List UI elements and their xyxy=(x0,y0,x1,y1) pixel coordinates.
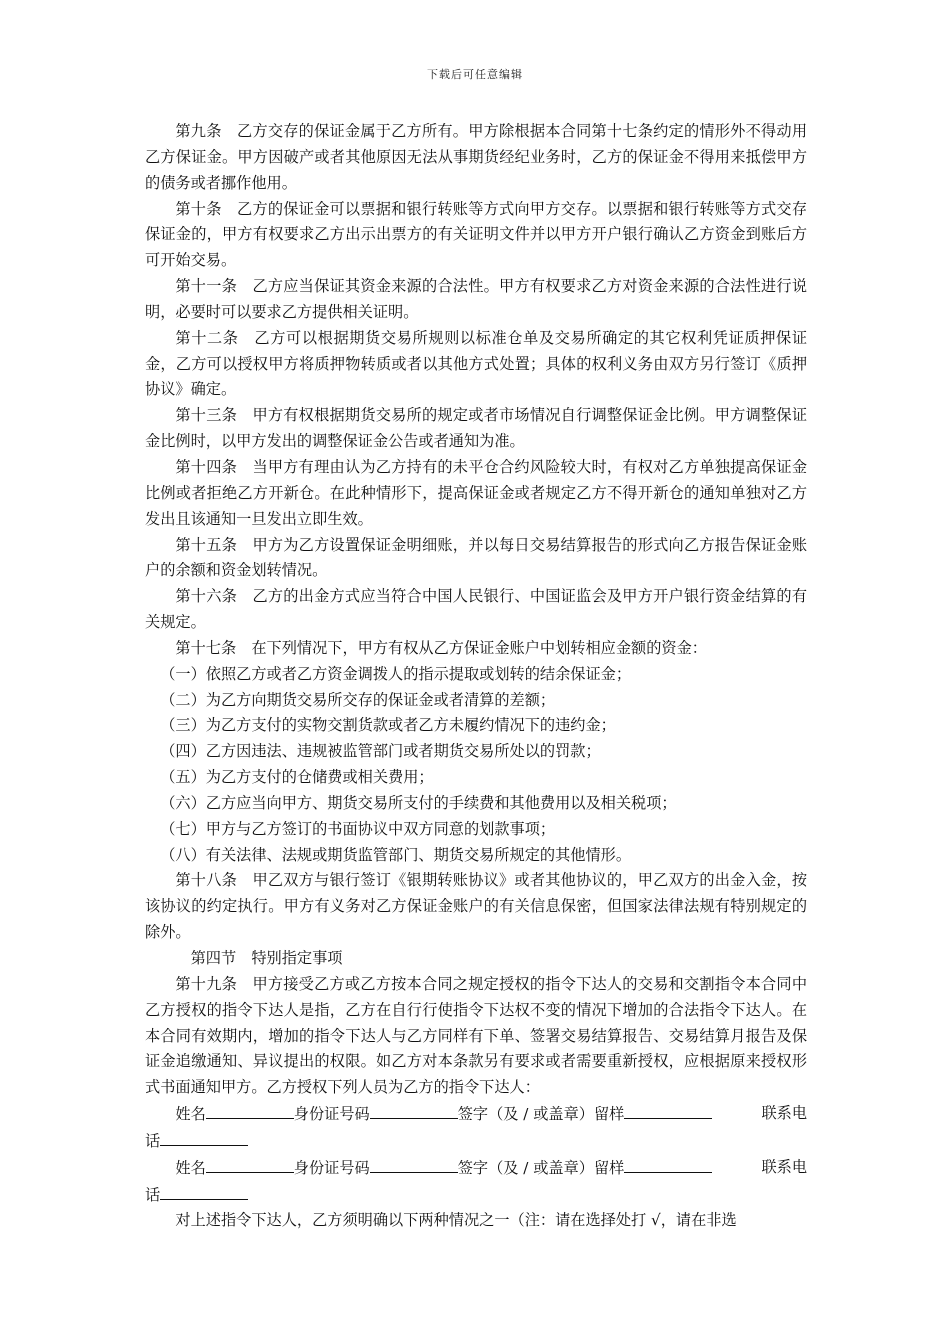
closing-paragraph: 对上述指令下达人，乙方须明确以下两种情况之一（注：请在选择处打 √，请在非选 xyxy=(175,1211,737,1230)
name-blank[interactable] xyxy=(206,1155,294,1173)
list-item: （八）有关法律、法规或期货监管部门、期货交易所规定的其他情形。 xyxy=(160,845,631,864)
list-item: （六）乙方应当向甲方、期货交易所支付的手续费和其他费用以及相关税项； xyxy=(160,793,677,812)
signature-label: 签字（及 / 或盖章）留样 xyxy=(457,1105,625,1124)
article-10: 第十条 乙方的保证金可以票据和银行转账等方式向甲方交存。以票据和银行转账等方式交存保证金的，甲方有权要求乙方出示出票方的有关证明文件并以甲方开户银行确认乙方资金到账后方可开始交易。 xyxy=(145,199,807,270)
id-label: 身份证号码 xyxy=(293,1158,370,1177)
authorized-person-row-2-cont xyxy=(145,1182,807,1209)
name-label: 姓名 xyxy=(175,1158,206,1177)
name-blank[interactable] xyxy=(206,1101,294,1119)
list-item: （七）甲方与乙方签订的书面协议中双方同意的划款事项； xyxy=(160,819,556,838)
article-15: 第十五条 甲方为乙方设置保证金明细账，并以每日交易结算报告的形式向乙方报告保证金账户的余额和资金划转情况。 xyxy=(145,535,807,580)
authorized-person-row-1-cont xyxy=(145,1128,807,1155)
authorized-person-row-1 xyxy=(145,1101,807,1128)
phone-label: 联系电 xyxy=(761,1157,807,1176)
phone-blank[interactable] xyxy=(160,1182,248,1200)
article-11: 第十一条 乙方应当保证其资金来源的合法性。甲方有权要求乙方对资金来源的合法性进行说明，必要时可以要求乙方提供相关证明。 xyxy=(145,277,807,321)
signature-blank[interactable] xyxy=(624,1155,712,1173)
list-item: （三）为乙方支付的实物交割货款或者乙方未履约情况下的违约金； xyxy=(160,716,616,735)
phone-label-cont: 话 xyxy=(145,1131,161,1150)
article-16: 第十六条 乙方的出金方式应当符合中国人民银行、中国证监会及甲方开户银行资金结算的有关规定。 xyxy=(145,587,807,632)
article-12: 第十二条 乙方可以根据期货交易所规则以标准仓单及交易所确定的其它权利凭证质押保证金，乙方可以授权甲方将质押物转质或者以其他方式处置；具体的权利义务由双方另行签订《质押协议》确定。 xyxy=(145,328,807,399)
phone-label-cont: 话 xyxy=(145,1185,161,1204)
article-17: 第十七条 在下列情况下，甲方有权从乙方保证金账户中划转相应金额的资金： xyxy=(175,638,707,657)
page-header: 下载后可任意编辑 xyxy=(427,68,523,81)
list-item: （二）为乙方向期货交易所交存的保证金或者清算的差额； xyxy=(160,690,556,709)
list-item: （四）乙方因违法、违规被监管部门或者期货交易所处以的罚款； xyxy=(160,742,601,761)
list-item: （五）为乙方支付的仓储费或相关费用； xyxy=(160,768,434,787)
phone-label: 联系电 xyxy=(761,1104,807,1123)
article-18: 第十八条 甲乙双方与银行签订《银期转账协议》或者其他协议的，甲乙双方的出金入金，按该协议的约定执行。甲方有义务对乙方保证金账户的有关信息保密，但国家法律法规有特别规定的除外。 xyxy=(145,871,807,942)
id-blank[interactable] xyxy=(370,1101,458,1119)
document-body xyxy=(145,119,807,1234)
id-blank[interactable] xyxy=(370,1155,458,1173)
list-item: （一）依照乙方或者乙方资金调拨人的指示提取或划转的结余保证金； xyxy=(160,664,631,683)
name-label: 姓名 xyxy=(175,1105,206,1124)
article-14: 第十四条 当甲方有理由认为乙方持有的未平仓合约风险较大时，有权对乙方单独提高保证金比例或者拒绝乙方开新仓。在此种情形下，提高保证金或者规定乙方不得开新仓的通知单独对乙方发出且该通知一旦发出立即生效。 xyxy=(145,457,807,528)
section-4-heading: 第四节 特别指定事项 xyxy=(190,949,343,967)
article-9: 第九条 乙方交存的保证金属于乙方所有。甲方除根据本合同第十七条约定的情形外不得动用乙方保证金。甲方因破产或者其他原因无法从事期货经纪业务时，乙方的保证金不得用来抵偿甲方的债务或者挪作他用。 xyxy=(145,122,807,192)
authorized-person-row-2 xyxy=(145,1155,807,1182)
id-label: 身份证号码 xyxy=(293,1105,370,1124)
article-13: 第十三条 甲方有权根据期货交易所的规定或者市场情况自行调整保证金比例。甲方调整保证金比例时，以甲方发出的调整保证金公告或者通知为准。 xyxy=(145,406,807,451)
signature-blank[interactable] xyxy=(624,1101,712,1119)
article-19: 第十九条 甲方接受乙方或乙方按本合同之规定授权的指令下达人的交易和交割指令本合同中乙方授权的指令下达人是指，乙方在自行行使指令下达权不变的情况下增加的合法指令下达人。在本合同有效期内，增加的指令下达人与乙方同样有下单、签署交易结算报告、交易结算月报告及保证金追缴通知、异议提出的权限。如乙方对本条款另有要求或者需要重新授权，应根据原来授权形式书面通知甲方。乙方授权下列人员为乙方的指令下达人： xyxy=(145,974,807,1097)
signature-label: 签字（及 / 或盖章）留样 xyxy=(457,1158,625,1177)
phone-blank[interactable] xyxy=(160,1128,248,1146)
